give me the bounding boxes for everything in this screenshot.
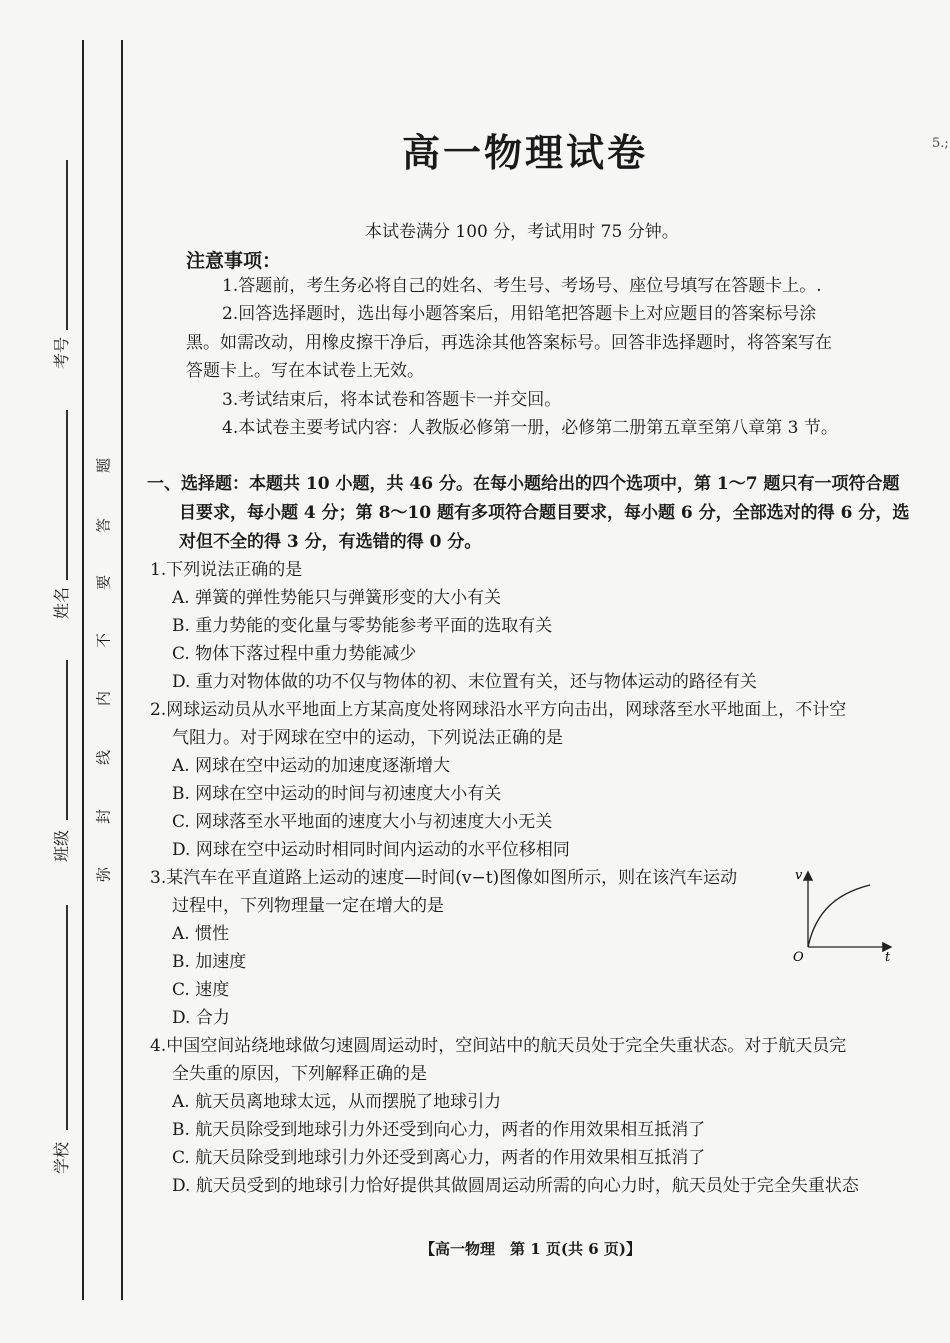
seal-char: 内: [94, 691, 113, 707]
question-option: A. 航天员离地球太远，从而摆脱了地球引力: [172, 1092, 502, 1112]
graph-y-label: v: [795, 868, 803, 883]
question-option: A. 惯性: [172, 924, 230, 944]
graph-curve: [808, 885, 870, 947]
field-underline-xuexiao: [66, 905, 68, 1130]
graph-origin-label: O: [793, 950, 804, 965]
seal-char: 答: [94, 518, 113, 534]
question-stem: 气阻力。对于网球在空中的运动，下列说法正确的是: [172, 728, 563, 748]
question-option: B. 加速度: [172, 952, 247, 972]
seal-char: 封: [94, 809, 113, 825]
vt-graph: [788, 865, 898, 965]
notice-line: 3.考试结束后，将本试卷和答题卡一并交回。: [222, 390, 562, 410]
question-option: D. 合力: [172, 1008, 230, 1028]
corner-mark: 5.;: [932, 136, 949, 151]
seal-char: 题: [94, 458, 113, 474]
question-option: D. 网球在空中运动时相同时间内运动的水平位移相同: [172, 840, 570, 860]
seal-char: 弥: [94, 867, 113, 883]
page-footer: 【高一物理 第 1 页(共 6 页)】: [420, 1240, 641, 1258]
field-underline-xingming: [66, 410, 68, 580]
notice-line: 黑。如需改动，用橡皮擦干净后，再选涂其他答案标号。回答非选择题时，将答案写在: [186, 333, 832, 353]
section-instruction: 对但不全的得 3 分，有选错的得 0 分。: [179, 532, 482, 552]
seal-char: 不: [94, 633, 113, 649]
question-option: B. 重力势能的变化量与零势能参考平面的选取有关: [172, 616, 553, 636]
question-option: B. 航天员除受到地球引力外还受到向心力，两者的作用效果相互抵消了: [172, 1120, 706, 1140]
question-option: A. 弹簧的弹性势能只与弹簧形变的大小有关: [172, 588, 502, 608]
notice-line: 1.答题前，考生务必将自己的姓名、考生号、考场号、座位号填写在答题卡上。.: [222, 276, 822, 296]
binding-line-right: [121, 40, 123, 1300]
question-option: C. 网球落至水平地面的速度大小与初速度大小无关: [172, 812, 553, 832]
notice-line: 答题卡上。写在本试卷上无效。: [186, 361, 424, 381]
question-option: D. 航天员受到的地球引力恰好提供其做圆周运动所需的向心力时，航天员处于完全失重状态: [172, 1176, 859, 1196]
question-stem: 1.下列说法正确的是: [150, 560, 303, 580]
field-label-xuexiao: 学校: [52, 1141, 72, 1175]
seal-char: 线: [94, 750, 113, 766]
notice-heading: 注意事项：: [186, 250, 282, 272]
field-underline-banji: [66, 660, 68, 820]
field-label-kaohao: 考号: [52, 336, 72, 370]
question-option: C. 物体下落过程中重力势能减少: [172, 644, 417, 664]
question-option: D. 重力对物体做的功不仅与物体的初、末位置有关，还与物体运动的路径有关: [172, 672, 757, 692]
question-option: C. 航天员除受到地球引力外还受到离心力，两者的作用效果相互抵消了: [172, 1148, 706, 1168]
question-stem: 过程中，下列物理量一定在增大的是: [172, 896, 444, 916]
field-label-banji: 班级: [52, 829, 72, 863]
question-option: B. 网球在空中运动的时间与初速度大小有关: [172, 784, 502, 804]
question-option: C. 速度: [172, 980, 230, 1000]
binding-line-left: [82, 40, 84, 1300]
question-stem: 3.某汽车在平直道路上运动的速度—时间(v−t)图像如图所示，则在该汽车运动: [150, 868, 738, 888]
seal-char: 要: [94, 575, 113, 591]
exam-info: 本试卷满分 100 分，考试用时 75 分钟。: [365, 222, 679, 242]
page-title: 高一物理试卷: [401, 130, 648, 175]
notice-line: 2.回答选择题时，选出每小题答案后，用铅笔把答题卡上对应题目的答案标号涂: [222, 304, 817, 324]
field-underline-kaohao: [66, 160, 68, 330]
field-label-xingming: 姓名: [52, 586, 72, 620]
question-stem: 4.中国空间站绕地球做匀速圆周运动时，空间站中的航天员处于完全失重状态。对于航天员完: [150, 1036, 847, 1056]
graph-x-label: t: [885, 950, 891, 965]
question-option: A. 网球在空中运动的加速度逐渐增大: [172, 756, 451, 776]
section-instruction: 目要求，每小题 4 分；第 8～10 题有多项符合题目要求，每小题 6 分，全部选对的得 6 分，选: [179, 503, 910, 523]
question-stem: 全失重的原因，下列解释正确的是: [172, 1064, 427, 1084]
notice-line: 4.本试卷主要考试内容：人教版必修第一册，必修第二册第五章至第八章第 3 节。: [222, 418, 838, 438]
section-instruction: 一、选择题：本题共 10 小题，共 46 分。在每小题给出的四个选项中，第 1～7 题只有一项符合题: [147, 474, 900, 494]
question-stem: 2.网球运动员从水平地面上方某高度处将网球沿水平方向击出，网球落至水平地面上，不计空: [150, 700, 847, 720]
